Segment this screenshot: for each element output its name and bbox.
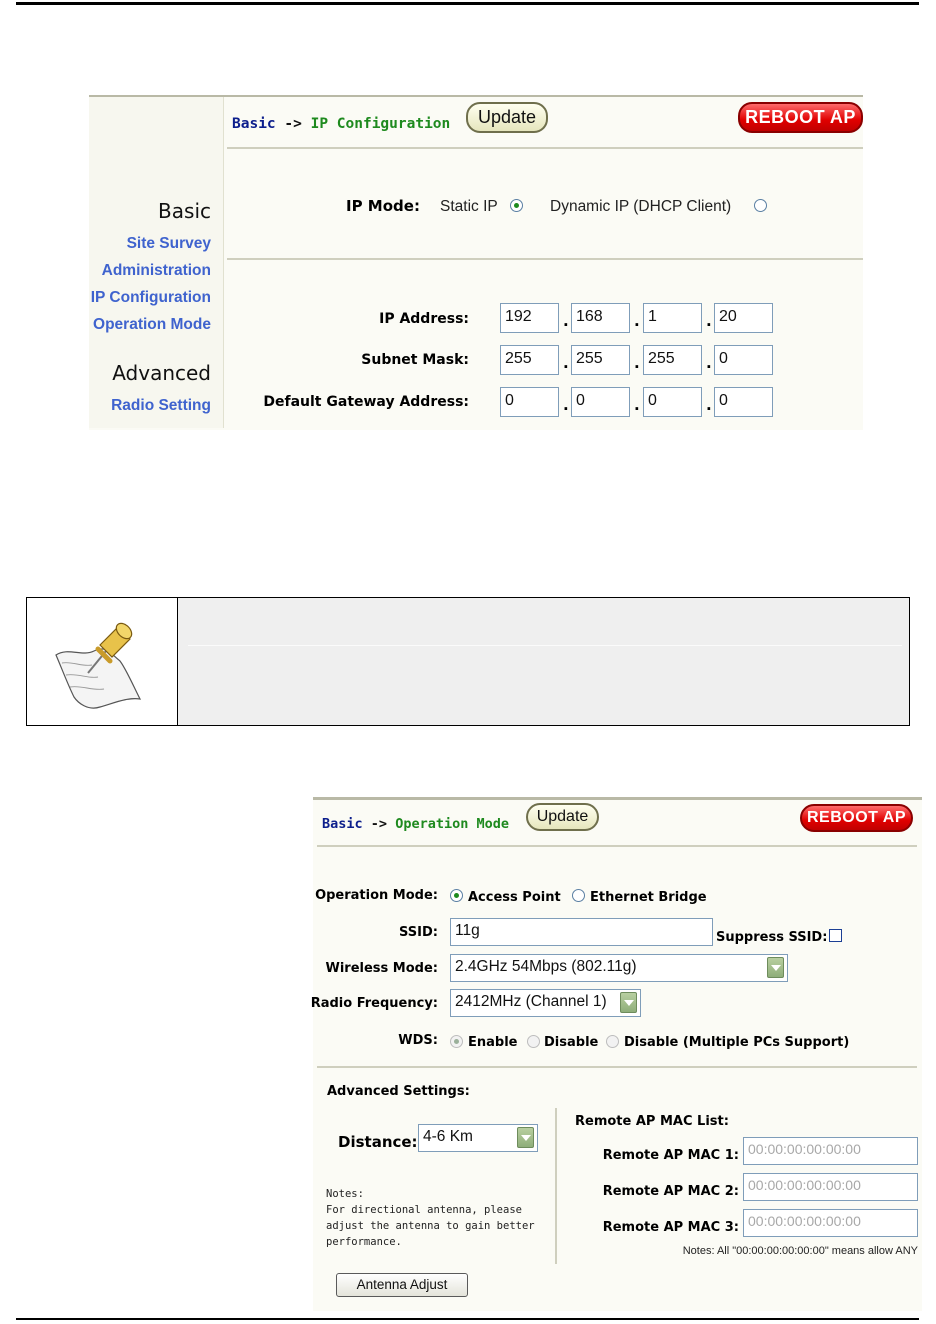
breadcrumb-section[interactable]: Basic — [232, 116, 276, 132]
chevron-down-icon — [767, 957, 784, 978]
remote-mac-1-label: Remote AP MAC 1: — [602, 1148, 739, 1163]
sidebar-item-ip-configuration[interactable]: IP Configuration — [90, 289, 211, 306]
remote-mac-2-label: Remote AP MAC 2: — [602, 1184, 739, 1199]
radio-frequency-label: Radio Frequency: — [310, 996, 438, 1011]
sidebar-item-site-survey[interactable]: Site Survey — [126, 235, 211, 252]
breadcrumb-page: IP Configuration — [310, 116, 451, 132]
subnet-dot: . — [634, 354, 640, 372]
page-top-rule — [16, 2, 919, 5]
wds-disable-label: Disable — [544, 1035, 599, 1050]
subnet-octet-2[interactable]: 255 — [571, 345, 630, 375]
sidebar-header-basic: Basic — [158, 199, 211, 223]
breadcrumb — [322, 816, 509, 832]
antenna-adjust-button[interactable]: Antenna Adjust — [336, 1273, 468, 1297]
update-button[interactable]: Update — [466, 102, 548, 133]
gateway-octet-1[interactable]: 0 — [500, 387, 559, 417]
operation-mode-label: Operation Mode: — [315, 888, 438, 903]
dhcp-radio[interactable] — [754, 199, 767, 212]
ip-dot: . — [634, 312, 640, 330]
notes-title: Notes: — [326, 1188, 364, 1200]
wds-disable-radio[interactable] — [527, 1035, 540, 1048]
wireless-mode-value: 2.4GHz 54Mbps (802.11g) — [455, 958, 637, 975]
ip-address-octet-1[interactable]: 192 — [500, 303, 559, 333]
section-divider — [227, 258, 863, 260]
ip-dot: . — [706, 312, 712, 330]
static-ip-label: Static IP — [440, 198, 498, 215]
remote-mac-1-input[interactable]: 00:00:00:00:00:00 — [743, 1137, 918, 1165]
breadcrumb-arrow: -> — [370, 816, 388, 832]
distance-notes — [326, 1186, 535, 1250]
wireless-mode-select[interactable] — [450, 954, 788, 982]
gateway-octet-4[interactable]: 0 — [714, 387, 773, 417]
static-ip-radio[interactable] — [510, 199, 523, 212]
chevron-down-icon — [620, 992, 637, 1013]
advanced-divider — [555, 1108, 557, 1264]
wds-disable-multi-label: Disable (Multiple PCs Support) — [624, 1035, 850, 1050]
ssid-input[interactable]: 11g — [450, 918, 713, 946]
breadcrumb-section[interactable]: Basic — [322, 816, 363, 832]
header-divider — [317, 845, 917, 847]
remote-mac-title: Remote AP MAC List: — [575, 1114, 729, 1129]
ip-address-octet-4[interactable]: 20 — [714, 303, 773, 333]
update-button[interactable]: Update — [526, 803, 599, 831]
chevron-down-icon — [517, 1127, 534, 1148]
gateway-octet-3[interactable]: 0 — [643, 387, 702, 417]
ip-address-label: IP Address: — [379, 311, 469, 327]
subnet-octet-1[interactable]: 255 — [500, 345, 559, 375]
ssid-label: SSID: — [399, 925, 438, 940]
subnet-octet-4[interactable]: 0 — [714, 345, 773, 375]
note-content-area — [178, 598, 909, 725]
note-highlight-line — [188, 645, 902, 646]
distance-label: Distance: — [338, 1133, 418, 1151]
radio-frequency-value: 2412MHz (Channel 1) — [455, 993, 607, 1010]
ip-address-octet-3[interactable]: 1 — [643, 303, 702, 333]
ip-dot: . — [563, 312, 569, 330]
sidebar-item-administration[interactable]: Administration — [101, 262, 211, 279]
ip-address-octet-2[interactable]: 168 — [571, 303, 630, 333]
sidebar-item-radio-setting[interactable]: Radio Setting — [111, 397, 211, 414]
notes-line: adjust the antenna to gain better — [326, 1220, 535, 1232]
wds-enable-radio[interactable] — [450, 1035, 463, 1048]
subnet-mask-label: Subnet Mask: — [361, 352, 469, 368]
page-bottom-rule — [16, 1318, 919, 1320]
subnet-dot: . — [563, 354, 569, 372]
gateway-dot: . — [563, 396, 569, 414]
gateway-dot: . — [634, 396, 640, 414]
distance-select[interactable] — [418, 1124, 538, 1152]
header-divider — [227, 147, 863, 149]
notes-line: performance. — [326, 1236, 402, 1248]
notes-line: For directional antenna, please — [326, 1204, 522, 1216]
radio-frequency-select[interactable] — [450, 989, 641, 1017]
wds-enable-label: Enable — [468, 1035, 518, 1050]
note-pin-icon — [48, 617, 148, 715]
wireless-mode-label: Wireless Mode: — [325, 961, 438, 976]
reboot-ap-button[interactable]: REBOOT AP — [800, 804, 913, 832]
remote-mac-2-input[interactable]: 00:00:00:00:00:00 — [743, 1173, 918, 1201]
gateway-dot: . — [706, 396, 712, 414]
breadcrumb-page: Operation Mode — [395, 816, 509, 832]
access-point-radio[interactable] — [450, 889, 463, 902]
ip-mode-label: IP Mode: — [346, 197, 420, 215]
breadcrumb-arrow: -> — [284, 116, 302, 132]
dhcp-label: Dynamic IP (DHCP Client) — [550, 198, 732, 215]
sidebar-item-operation-mode[interactable]: Operation Mode — [93, 316, 211, 333]
remote-mac-note: Notes: All "00:00:00:00:00:00" means allow ANY — [682, 1245, 918, 1257]
section-divider — [317, 1066, 917, 1068]
reboot-ap-button[interactable]: REBOOT AP — [738, 102, 863, 133]
wds-label: WDS: — [398, 1033, 438, 1048]
breadcrumb — [232, 116, 450, 132]
gateway-label: Default Gateway Address: — [263, 394, 469, 410]
suppress-ssid-checkbox[interactable] — [829, 929, 842, 942]
subnet-octet-3[interactable]: 255 — [643, 345, 702, 375]
access-point-label: Access Point — [468, 890, 561, 905]
remote-mac-3-label: Remote AP MAC 3: — [602, 1220, 739, 1235]
sidebar-header-advanced: Advanced — [112, 361, 211, 385]
subnet-dot: . — [706, 354, 712, 372]
ethernet-bridge-label: Ethernet Bridge — [590, 890, 707, 905]
suppress-ssid-label: Suppress SSID: — [716, 930, 828, 945]
gateway-octet-2[interactable]: 0 — [571, 387, 630, 417]
wds-disable-multi-radio[interactable] — [606, 1035, 619, 1048]
advanced-settings-title: Advanced Settings: — [327, 1084, 470, 1099]
remote-mac-3-input[interactable]: 00:00:00:00:00:00 — [743, 1209, 918, 1237]
ethernet-bridge-radio[interactable] — [572, 889, 585, 902]
distance-value: 4-6 Km — [423, 1128, 473, 1145]
